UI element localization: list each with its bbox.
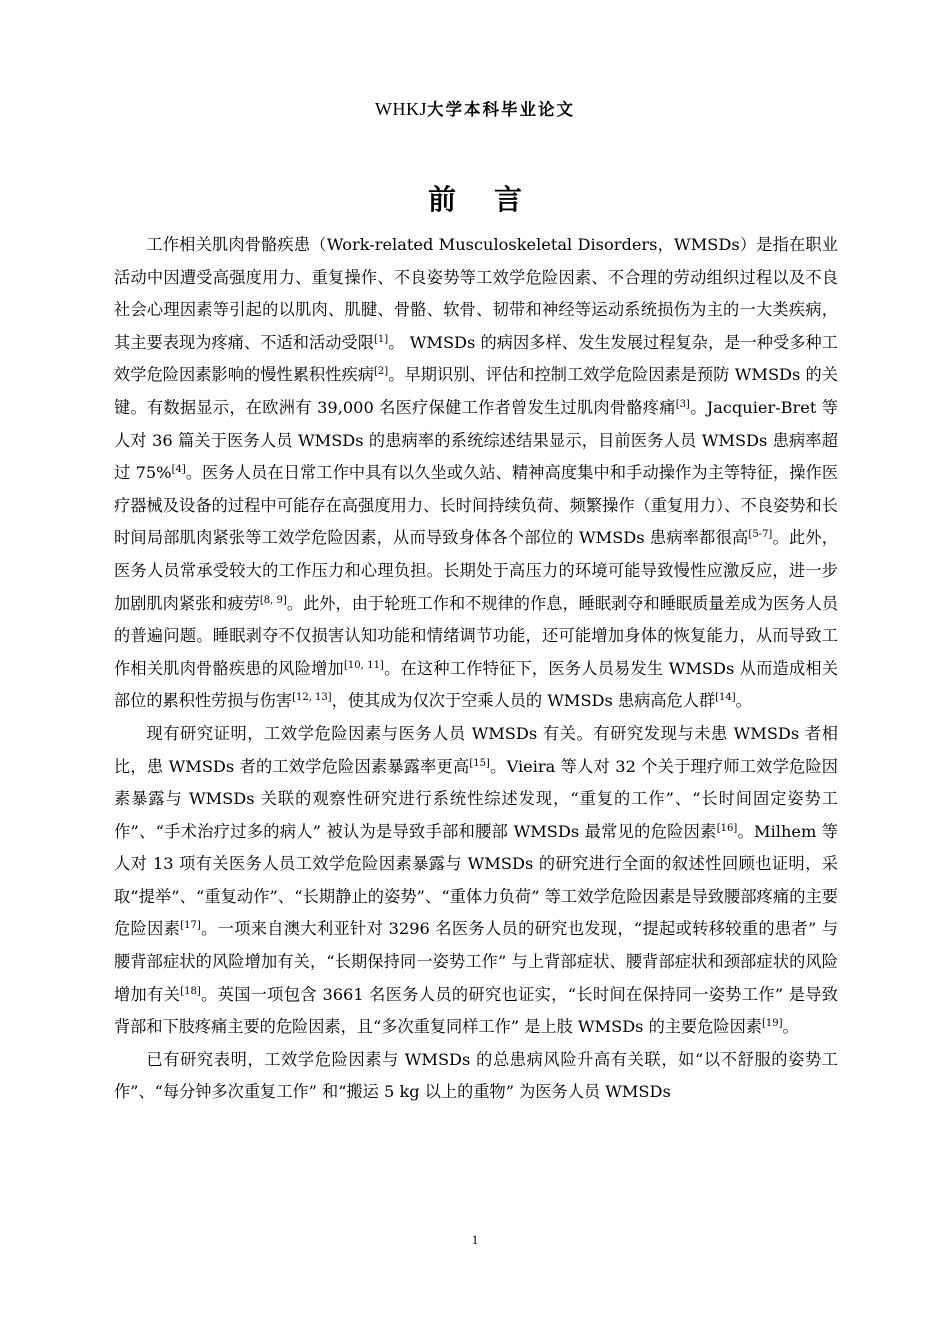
paragraph-text: 。早期识别、评估和控制工效学危险因素是预防 WMSDs 的关键。有数据显示，在欧洲有 39,000 名医疗保健工作者曾发生过肌肉骨骼疼痛	[114, 365, 838, 417]
paragraph	[114, 229, 838, 718]
citation-ref: [16]	[716, 822, 738, 834]
citation-ref: [5-7]	[748, 529, 773, 541]
citation-ref: [19]	[761, 1018, 783, 1030]
citation-ref: [12, 13]	[292, 692, 332, 704]
paragraph	[114, 718, 838, 1044]
paragraph-text: 。Jacquier-Bret 等人对 36 篇关于医务人员 WMSDs 的患病率的系统综述结果显示，目前医务人员 WMSDs 患病率超过 75%	[114, 397, 838, 483]
citation-ref: [10, 11]	[343, 659, 384, 671]
citation-ref: [4]	[171, 464, 186, 476]
section-title: 前言	[427, 183, 560, 216]
paragraph-text: 。此外，医务人员常承受较大的工作压力和心理负担。长期处于高压力的环境可能导致慢性应激反应，进一步加剧肌肉紧张和疲劳	[114, 528, 838, 613]
header-thesis-label: 大学本科毕业论文	[427, 100, 575, 119]
citation-ref: [17]	[180, 920, 201, 932]
paragraph-text: 。在这种工作特征下，医务人员易发生 WMSDs 从而造成相关部位的累积性劳损与伤害	[114, 658, 839, 711]
running-header	[0, 96, 950, 120]
paragraph-text: 现有研究证明，工效学危险因素与医务人员 WMSDs 有关。有研究发现与未患 WMSDs 者相比，患 WMSDs 者的工效学危险因素暴露率更高	[114, 723, 838, 776]
citation-ref: [15]	[469, 757, 490, 769]
paragraph-text: 。Milhem 等人对 13 项有关医务人员工效学危险因素暴露与 WMSDs 的研究进行全面的叙述性回顾也证明，采取“提举”、“重复动作”、“长期静止的姿势”、“重体力负荷” 等工效学危险因素是导致腰部疼痛的主要危险因素	[114, 821, 838, 939]
citation-ref: [3]	[675, 398, 690, 410]
citation-ref: [14]	[715, 692, 736, 704]
citation-ref: [1]	[374, 333, 389, 345]
body-text	[114, 229, 838, 1109]
paragraph-text: 。此外，由于轮班工作和不规律的作息，睡眠剥夺和睡眠质量差成为医务人员的普遍问题。睡眠剥夺不仅损害认知功能和情绪调节功能，还可能增加身体的恢复能力，从而导致工作相关肌肉骨骼疾患的风险增加	[114, 593, 839, 678]
paragraph-text: 。	[782, 1017, 799, 1037]
paragraph-text: 。一项来自澳大利亚针对 3296 名医务人员的研究也发现，“提起或转移较重的患者” 与腰背部症状的风险增加有关，“长期保持同一姿势工作” 与上背部症状、腰背部症状和颈部症状的风险增加有关	[114, 919, 839, 1004]
paragraph	[114, 1044, 838, 1109]
page-number: 1	[471, 1232, 479, 1247]
paragraph-text: 。 WMSDs 的病因多样、发生发展过程复杂，是一种受多种工效学危险因素影响的慢性累积性疾病	[114, 332, 838, 385]
header-university-code: WHKJ	[375, 99, 427, 119]
paragraph-text: 已有研究表明，工效学危险因素与 WMSDs 的总患病风险升高有关联，如“以不舒服的姿势工作”、“每分钟多次重复工作” 和“搬运 5 kg 以上的重物” 为医务人员 WMSDs	[114, 1049, 838, 1102]
paragraph-text: 工作相关肌肉骨骼疾患（Work-related Musculoskeletal Disorders，WMSDs）是指在职业活动中因遭受高强度用力、重复操作、不良姿势等工效学危险因素、不合理的劳动组织过程以及不良社会心理因素等引起的以肌肉、肌腱、骨骼、软骨、韧带和神经等运动系统损伤为主的一大类疾病，其主要表现为疼痛、不适和活动受限	[114, 235, 838, 352]
paragraph-text: 。英国一项包含 3661 名医务人员的研究也证实，“长时间在保持同一姿势工作” 是导致背部和下肢疼痛主要的危险因素，且“多次重复同样工作” 是上肢 WMSDs 的主要危险因素	[114, 984, 839, 1037]
citation-ref: [2]	[374, 366, 389, 378]
paragraph-text: ，使其成为仅次于空乘人员的 WMSDs 患病高危人群	[331, 691, 716, 711]
citation-ref: [8, 9]	[259, 594, 287, 606]
paragraph-text: 。医务人员在日常工作中具有以久坐或久站、精神高度集中和手动操作为主等特征，操作医疗器械及设备的过程中可能存在高强度用力、长时间持续负荷、频繁操作（重复用力）、不良姿势和长时间局部肌肉紧张等工效学危险因素，从而导致身体各个部位的 WMSDs 患病率都很高	[114, 463, 839, 548]
paragraph-text: 。Vieira 等人对 32 个关于理疗师工效学危险因素暴露与 WMSDs 关联的观察性研究进行系统性综述发现，“重复的工作”、“长时间固定姿势工作”、“手术治疗过多的病人” 被认为是导致手部和腰部 WMSDs 最常见的危险因素	[114, 756, 838, 841]
paragraph-text: 。	[735, 691, 752, 711]
citation-ref: [18]	[180, 985, 201, 997]
